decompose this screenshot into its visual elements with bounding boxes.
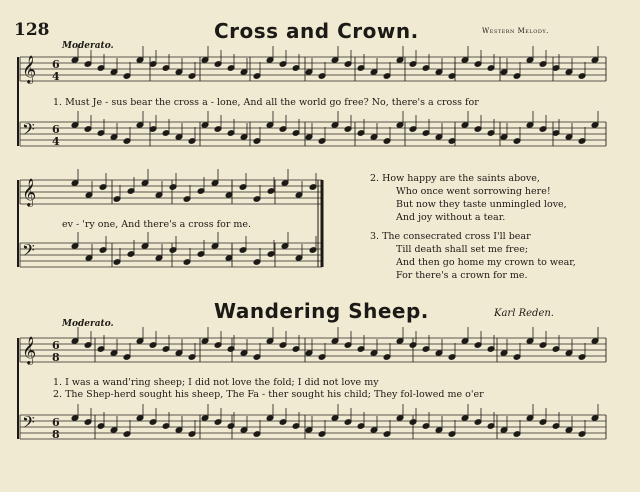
song1-lyrics-line1: 1. Must Je - sus bear the cross a - lone, And all the world go free? No, there's a cross for: [53, 97, 479, 108]
verse-2: [370, 172, 567, 224]
verse-3-line-2: Till death shall set me free;: [396, 244, 529, 255]
verse-3-line-1: 3. The consecrated cross I'll bear: [370, 231, 531, 242]
song1-system1-bass-clef-icon: 𝄢: [22, 119, 35, 143]
song2-lyrics-verse2: 2. The Shep-herd sought his sheep, The Fa - ther sought his child; They fol-lowed me o'er: [53, 389, 484, 400]
song1-system2-treble-staff: [20, 180, 322, 204]
verse-2-line-3: But now they taste unmingled love,: [396, 199, 567, 210]
song2-lyrics-verse1: 1. I was a wand'ring sheep; I did not love the fold; I did not love my: [53, 377, 379, 388]
song-title-wandering-sheep: Wandering Sheep.: [214, 299, 429, 323]
time-signature-bottom: 8: [52, 428, 60, 441]
song1-system2-treble-clef-icon: 𝄞: [22, 178, 37, 206]
tune-attribution: Western Melody.: [482, 27, 549, 35]
song1-system1-treble-clef-icon: 𝄞: [22, 55, 37, 83]
verse-3-line-3: And then go home my crown to wear,: [396, 257, 576, 268]
song1-lyrics-line2: ev - 'ry one, And there's a cross for me.: [62, 219, 252, 230]
time-signature-top: 6: [52, 123, 60, 136]
page-number: 128: [14, 20, 50, 40]
time-signature-top: 6: [52, 339, 60, 352]
time-signature-bottom: 8: [52, 351, 60, 364]
time-signature-top: 6: [52, 416, 60, 429]
time-signature-top: 6: [52, 58, 60, 71]
verse-2-line-1: 2. How happy are the saints above,: [370, 173, 540, 184]
song1-system2-bass-clef-icon: 𝄢: [22, 240, 35, 264]
song2-system1-treble-clef-icon: 𝄞: [22, 336, 37, 364]
song1-system2-bass-staff: [20, 243, 322, 267]
verse-3: [370, 230, 576, 282]
verse-3-line-4: For there's a crown for me.: [396, 270, 528, 281]
tempo-marking-song2: Moderato.: [62, 319, 114, 329]
verse-2-line-4: And joy without a tear.: [396, 212, 506, 223]
time-signature-bottom: 4: [52, 70, 60, 83]
tempo-marking-song1: Moderato.: [62, 41, 114, 51]
song-title-cross-and-crown: Cross and Crown.: [214, 19, 419, 43]
song2-system1-bass-clef-icon: 𝄢: [22, 412, 35, 436]
composer: Karl Reden.: [494, 308, 554, 319]
time-signature-bottom: 4: [52, 135, 60, 148]
verse-2-line-2: Who once went sorrowing here!: [396, 186, 551, 197]
